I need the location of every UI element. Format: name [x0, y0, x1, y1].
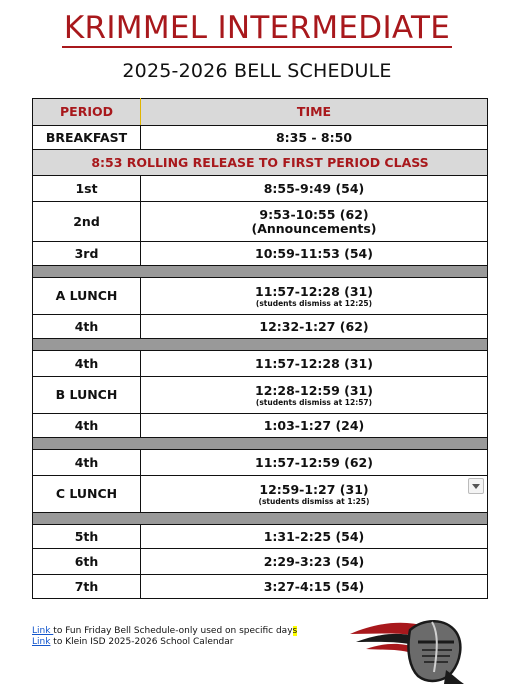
rolling-release-banner [33, 150, 488, 176]
time-cell: 8:55-9:49 (54) [141, 176, 488, 202]
time-cell [141, 278, 488, 315]
table-row [33, 476, 488, 513]
knight-helmet-logo-icon [348, 612, 466, 686]
period-cell: 4th [33, 414, 141, 438]
fun-friday-link-text: to Fun Friday Bell Schedule-only used on specific day [53, 626, 293, 636]
table-row [33, 278, 488, 315]
time-value: 9:53-10:55 (62) [259, 206, 369, 222]
calendar-link-line [32, 637, 297, 648]
period-cell: 3rd [33, 242, 141, 266]
table-row [33, 315, 488, 339]
period-cell: 6th [33, 549, 141, 575]
time-cell [141, 377, 488, 414]
period-cell: B LUNCH [33, 377, 141, 414]
time-cell: 1:03-1:27 (24) [141, 414, 488, 438]
table-row [33, 377, 488, 414]
period-cell: 1st [33, 176, 141, 202]
time-cell: 1:31-2:25 (54) [141, 525, 488, 549]
period-cell: 4th [33, 450, 141, 476]
time-cell: 8:35 - 8:50 [141, 126, 488, 150]
period-cell: A LUNCH [33, 278, 141, 315]
lunch-separator [33, 438, 488, 450]
footer-links [32, 626, 297, 648]
table-row [33, 242, 488, 266]
time-cell: 2:29-3:23 (54) [141, 549, 488, 575]
time-cell [141, 202, 488, 242]
period-cell: 5th [33, 525, 141, 549]
dismiss-note: (students dismiss at 12:57) [255, 397, 373, 407]
school-title: KRIMMEL INTERMEDIATE [63, 10, 451, 46]
period-cell: 4th [33, 351, 141, 377]
banner-text: 8:53 ROLLING RELEASE TO FIRST PERIOD CLASS [33, 150, 488, 176]
time-cell: 3:27-4:15 (54) [141, 575, 488, 599]
time-cell: 10:59-11:53 (54) [141, 242, 488, 266]
table-header-row [33, 99, 488, 126]
period-cell: 2nd [33, 202, 141, 242]
calendar-link[interactable]: Link [32, 637, 51, 647]
time-value: 12:59-1:27 (31) [259, 481, 369, 497]
table-row [33, 202, 488, 242]
table-row [33, 549, 488, 575]
time-cell [141, 476, 488, 513]
fun-friday-link[interactable]: Link [32, 626, 54, 636]
table-row [33, 176, 488, 202]
table-row [33, 450, 488, 476]
highlighted-letter: s [292, 626, 298, 636]
period-cell: 4th [33, 315, 141, 339]
dropdown-arrow-icon[interactable] [468, 478, 484, 494]
table-row [33, 126, 488, 150]
lunch-separator [33, 266, 488, 278]
lunch-separator [33, 513, 488, 525]
period-cell: C LUNCH [33, 476, 141, 513]
dismiss-note: (students dismiss at 12:25) [255, 298, 373, 308]
schedule-subtitle: 2025-2026 BELL SCHEDULE [122, 60, 392, 82]
lunch-separator [33, 339, 488, 351]
time-value: 12:28-12:59 (31) [255, 382, 373, 398]
table-row [33, 351, 488, 377]
time-note: (Announcements) [251, 220, 377, 236]
table-row [33, 575, 488, 599]
bell-schedule-table [32, 98, 488, 599]
period-column-header: PERIOD [33, 99, 141, 126]
period-cell: BREAKFAST [33, 126, 141, 150]
fun-friday-link-line [32, 626, 297, 637]
time-cell: 12:32-1:27 (62) [141, 315, 488, 339]
table-row [33, 414, 488, 438]
time-cell: 11:57-12:59 (62) [141, 450, 488, 476]
time-value: 11:57-12:28 (31) [255, 283, 373, 299]
time-column-header: TIME [141, 99, 488, 126]
calendar-link-text: to Klein ISD 2025-2026 School Calendar [50, 637, 234, 647]
table-row [33, 525, 488, 549]
period-cell: 7th [33, 575, 141, 599]
time-cell: 11:57-12:28 (31) [141, 351, 488, 377]
dismiss-note: (students dismiss at 1:25) [258, 496, 370, 506]
